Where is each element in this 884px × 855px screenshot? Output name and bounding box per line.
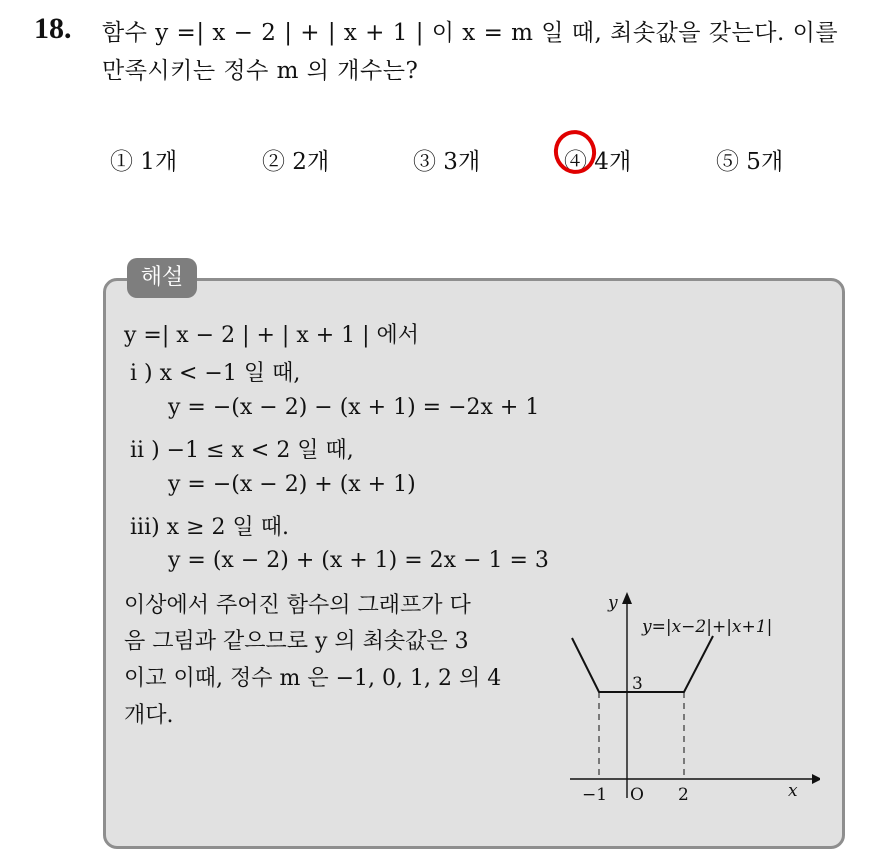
solution-line: y = −(x − 2) − (x + 1) = −2x + 1 bbox=[168, 395, 540, 420]
solution-line: y = (x − 2) + (x + 1) = 2x − 1 = 3 bbox=[168, 548, 549, 573]
x-axis-label: x bbox=[788, 781, 798, 801]
y-tick-label: 3 bbox=[632, 674, 643, 694]
solution-line: 개다. bbox=[124, 703, 174, 728]
solution-line: iii) x ≥ 2 일 때. bbox=[130, 515, 289, 540]
y-axis-arrow-icon bbox=[622, 592, 632, 604]
x-axis-arrow-icon bbox=[812, 774, 820, 784]
choice-2[interactable]: ② 2개 bbox=[262, 149, 330, 175]
solution-line: y = −(x − 2) + (x + 1) bbox=[168, 472, 416, 497]
y-axis-label: y bbox=[608, 593, 618, 613]
x-tick-label: 2 bbox=[678, 785, 689, 805]
choice-5[interactable]: ⑤ 5개 bbox=[716, 149, 784, 175]
graph-diagram bbox=[560, 590, 820, 810]
choice-3[interactable]: ③ 3개 bbox=[413, 149, 481, 175]
x-tick-label: −1 bbox=[582, 785, 608, 805]
solution-tab: 해설 bbox=[127, 258, 197, 298]
question-text-line-2: 만족시키는 정수 m 의 개수는? bbox=[102, 58, 419, 84]
solution-line: ii ) −1 ≤ x < 2 일 때, bbox=[130, 438, 354, 463]
solution-line: 이상에서 주어진 함수의 그래프가 다 bbox=[124, 593, 471, 618]
question-text-line-1: 함수 y =| x − 2 | + | x + 1 | 이 x = m 일 때, 최솟값을 갖는다. 이를 bbox=[102, 20, 839, 46]
choice-4[interactable]: ④ 4개 bbox=[564, 149, 632, 175]
solution-line: y =| x − 2 | + | x + 1 | 에서 bbox=[124, 323, 420, 348]
solution-line: 이고 이때, 정수 m 은 −1, 0, 1, 2 의 4 bbox=[124, 666, 502, 691]
origin-label: O bbox=[630, 785, 644, 805]
function-label: y=|x−2|+|x+1| bbox=[642, 617, 773, 637]
choice-1[interactable]: ① 1개 bbox=[110, 149, 178, 175]
solution-line: i ) x < −1 일 때, bbox=[130, 361, 301, 386]
question-number: 18. bbox=[34, 12, 72, 45]
solution-line: 음 그림과 같으므로 y 의 최솟값은 3 bbox=[124, 629, 469, 654]
